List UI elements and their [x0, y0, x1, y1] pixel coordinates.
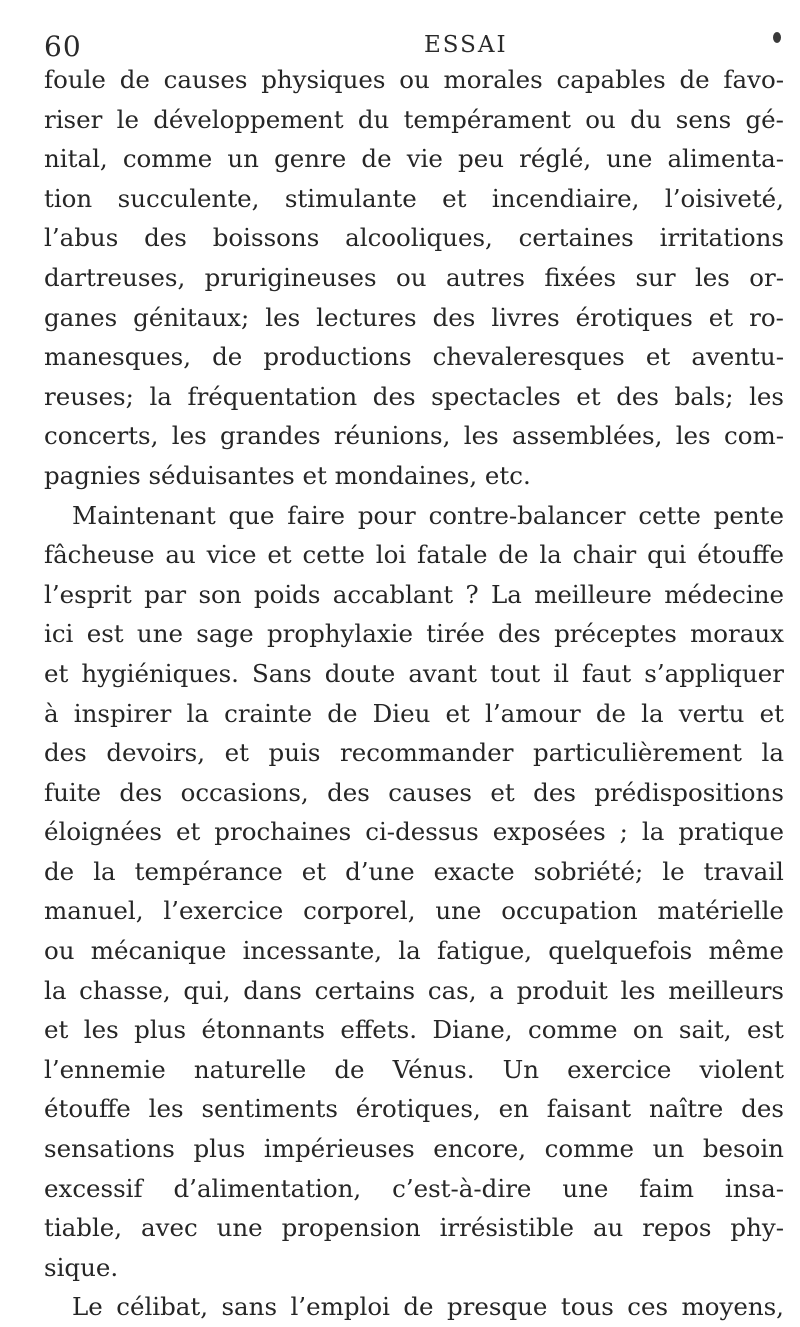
word: de — [334, 1054, 365, 1084]
word: les — [620, 975, 656, 1005]
word: l’oisiveté, — [664, 183, 784, 213]
text-line — [44, 891, 784, 931]
word: de — [44, 856, 75, 886]
word: de — [403, 1292, 434, 1322]
word: la — [44, 975, 67, 1005]
text-line — [44, 852, 784, 892]
word: tion — [44, 183, 93, 213]
word: bals; — [674, 381, 734, 411]
word: la — [186, 698, 209, 728]
text-line — [44, 971, 784, 1011]
word: au — [165, 540, 196, 570]
text-line — [44, 337, 784, 377]
word: tout — [490, 658, 541, 688]
word: c’est-à-dire — [392, 1173, 532, 1203]
word: chair — [572, 540, 637, 570]
word: cette — [302, 540, 365, 570]
text-line — [44, 139, 784, 179]
word: dartreuses, — [44, 262, 186, 292]
word: occupation — [501, 896, 638, 926]
word: irrésistible — [439, 1213, 575, 1243]
word: contre-balancer — [428, 500, 626, 530]
word: et — [301, 856, 327, 886]
paragraph-end-line: pagnies séduisantes et mondaines, etc. — [44, 460, 531, 490]
word: l’amour — [485, 698, 581, 728]
word: et — [224, 738, 249, 768]
word: peu — [458, 144, 504, 174]
word: pratique — [678, 817, 784, 847]
text-line — [44, 812, 784, 852]
word: morales — [443, 65, 543, 94]
word: préceptes — [554, 619, 677, 649]
word: célibat, — [116, 1292, 209, 1322]
word: or- — [749, 262, 784, 292]
word: l’abus — [44, 223, 119, 253]
word: ces — [627, 1292, 669, 1322]
word: naître — [649, 1094, 724, 1124]
word: faut — [581, 658, 632, 688]
word: développement — [153, 104, 344, 134]
word: médecine — [664, 579, 784, 609]
word: concerts, — [44, 421, 159, 451]
word: presque — [447, 1292, 548, 1322]
word: violent — [699, 1054, 784, 1084]
word: tirée — [426, 619, 485, 649]
word: ci-dessus — [365, 817, 479, 847]
word: les — [675, 421, 711, 451]
word: qui, — [183, 975, 231, 1005]
word: éloignées — [44, 817, 162, 847]
word: faisant — [546, 1094, 632, 1124]
word: ganes — [44, 302, 118, 332]
word: de — [679, 65, 710, 94]
word: des — [533, 777, 576, 807]
word: des — [432, 302, 476, 332]
word: insa- — [724, 1173, 784, 1203]
word: des — [616, 381, 659, 411]
word: alimenta- — [667, 144, 784, 174]
word: propension — [281, 1213, 421, 1243]
word: érotiques — [575, 302, 693, 332]
word: sur — [635, 262, 676, 292]
word: occasions, — [180, 777, 309, 807]
word: réglé, — [519, 144, 592, 174]
word: fuite — [44, 777, 102, 807]
word: exacte — [433, 856, 515, 886]
word: ou — [399, 65, 430, 94]
word: prédispositions — [594, 777, 784, 807]
word: tempérament — [403, 104, 571, 134]
word: par — [144, 579, 187, 609]
word: ou — [44, 936, 75, 966]
text-line — [44, 298, 784, 338]
word: tempérance — [134, 856, 283, 886]
word: puis — [268, 738, 321, 768]
text-line — [44, 218, 784, 258]
word: et — [708, 302, 734, 332]
word: Le — [72, 1292, 103, 1322]
word: des — [327, 777, 370, 807]
word: travail — [703, 856, 784, 886]
word: s’appliquer — [644, 658, 784, 688]
word: les — [749, 381, 784, 411]
word: riser — [44, 104, 103, 134]
word: manuel, — [44, 896, 144, 926]
running-head: ESSAI — [424, 32, 508, 58]
word: sans — [221, 1292, 278, 1322]
word: l’emploi — [290, 1292, 390, 1322]
word: alcooliques, — [345, 223, 493, 253]
text-line — [44, 1208, 784, 1248]
word: de — [327, 698, 358, 728]
text-line — [44, 100, 784, 140]
word: fatigue, — [436, 936, 533, 966]
word: lectures — [316, 302, 417, 332]
text-line — [44, 733, 784, 773]
word: spectacles — [431, 381, 561, 411]
word: des — [498, 619, 541, 649]
word: des — [44, 738, 87, 768]
text-line — [44, 694, 784, 734]
word: plus — [193, 1134, 246, 1164]
word: érotiques, — [355, 1094, 481, 1124]
word: chasse, — [79, 975, 171, 1005]
word: genre — [274, 144, 347, 174]
word: au — [592, 1213, 624, 1243]
word: favo- — [723, 65, 784, 94]
word: physiques — [261, 65, 386, 94]
word: réunions, — [333, 421, 451, 451]
word: de — [119, 65, 150, 94]
word: de — [498, 540, 529, 570]
word: particulièrement — [533, 738, 742, 768]
word: tous — [560, 1292, 614, 1322]
word: étouffe — [44, 1094, 131, 1124]
word: ou — [396, 262, 427, 292]
word: boissons — [212, 223, 320, 253]
word: une — [216, 1213, 263, 1243]
word: comme — [122, 144, 213, 174]
word: vie — [406, 144, 443, 174]
word: manesques, — [44, 342, 192, 372]
word: gé- — [745, 104, 784, 134]
word: aventu- — [691, 342, 784, 372]
word: accablant — [332, 579, 454, 609]
word: produit — [516, 975, 608, 1005]
word: grandes — [220, 421, 321, 451]
word: sait, — [678, 1015, 732, 1045]
word: sage — [196, 619, 254, 649]
word: de — [212, 342, 243, 372]
paragraph-start-line — [44, 496, 784, 536]
word: plus — [134, 1015, 187, 1045]
word: ; — [619, 817, 628, 847]
word: la — [93, 856, 116, 886]
word: ou — [585, 104, 616, 134]
text-line — [44, 1050, 784, 1090]
word: une — [562, 1173, 609, 1203]
word: qui — [647, 540, 687, 570]
word: hygiéniques. — [81, 658, 239, 688]
word: prophylaxie — [266, 619, 413, 649]
word: effets. — [340, 1015, 417, 1045]
word: La — [490, 579, 522, 609]
word: une — [136, 619, 183, 649]
word: inspirer — [73, 698, 172, 728]
word: prurigineuses — [204, 262, 377, 292]
word: une — [606, 144, 653, 174]
word: pente — [713, 500, 784, 530]
text-line — [44, 416, 784, 456]
word: d’alimentation, — [173, 1173, 362, 1203]
word: et — [759, 698, 784, 728]
word: nital, — [44, 144, 108, 174]
word: d’une — [345, 856, 415, 886]
word: l’esprit — [44, 579, 132, 609]
word: en — [498, 1094, 529, 1124]
word: vertu — [678, 698, 745, 728]
word: fatale — [417, 540, 488, 570]
paragraph-end-line: sique. — [44, 1252, 119, 1282]
word: le — [662, 856, 685, 886]
word: certains — [314, 975, 416, 1005]
word: et — [267, 540, 292, 570]
word: dans — [243, 975, 302, 1005]
word: moyens, — [681, 1292, 784, 1322]
text-line — [44, 575, 784, 615]
word: encore, — [433, 1134, 527, 1164]
word: ro- — [749, 302, 784, 332]
word: capables — [556, 65, 666, 94]
text-line — [44, 60, 784, 100]
word: la — [761, 738, 784, 768]
word: son — [198, 579, 242, 609]
word: un — [227, 144, 259, 174]
word: faim — [639, 1173, 695, 1203]
word: exposées — [492, 817, 606, 847]
word: moraux — [690, 619, 784, 649]
word: incessante, — [242, 936, 383, 966]
word: tiable, — [44, 1213, 123, 1243]
text-line — [44, 1010, 784, 1050]
word: des — [119, 777, 163, 807]
word: fâcheuse — [44, 540, 155, 570]
word: la — [641, 817, 665, 847]
word: sobriété; — [533, 856, 644, 886]
word: génitaux; — [133, 302, 250, 332]
text-line — [44, 535, 784, 575]
word: Dieu — [372, 698, 431, 728]
word: la — [149, 381, 172, 411]
word: et — [44, 1015, 69, 1045]
word: poids — [253, 579, 321, 609]
word: comme — [528, 1015, 618, 1045]
word: quelquefois — [548, 936, 693, 966]
word: est — [86, 619, 124, 649]
word: fréquentation — [187, 381, 358, 411]
word: exercice — [567, 1054, 672, 1084]
word: des — [144, 223, 187, 253]
word: foule — [44, 65, 106, 94]
word: du — [357, 104, 390, 134]
word: les — [265, 302, 301, 332]
word: Un — [502, 1054, 540, 1084]
word: les — [171, 421, 207, 451]
word: que — [228, 500, 275, 530]
word: fixées — [544, 262, 617, 292]
word: sentiments — [201, 1094, 338, 1124]
word: avant — [408, 658, 477, 688]
word: Vénus. — [392, 1054, 475, 1084]
ink-speck — [773, 32, 781, 43]
word: cas, — [427, 975, 477, 1005]
word: succulente, — [117, 183, 260, 213]
word: devoirs, — [106, 738, 206, 768]
text-line — [44, 377, 784, 417]
word: des — [372, 381, 416, 411]
word: doute — [324, 658, 396, 688]
word: matérielle — [657, 896, 784, 926]
word: et — [490, 777, 515, 807]
body-text — [44, 60, 784, 1327]
text-line — [44, 614, 784, 654]
word: étonnants — [201, 1015, 325, 1045]
word: impérieuses — [263, 1134, 415, 1164]
text-line — [44, 654, 784, 694]
word: les — [83, 1015, 119, 1045]
text-line — [44, 931, 784, 971]
word: autres — [445, 262, 525, 292]
word: on — [632, 1015, 664, 1045]
word: vice — [206, 540, 257, 570]
word: la — [398, 936, 421, 966]
word: la — [539, 540, 562, 570]
word: naturelle — [193, 1054, 307, 1084]
word: meilleurs — [668, 975, 784, 1005]
word: de — [361, 144, 392, 174]
word: loi — [375, 540, 407, 570]
word: assemblées, — [512, 421, 663, 451]
word: Maintenant — [72, 500, 216, 530]
word: des — [741, 1094, 784, 1124]
word: une — [435, 896, 482, 926]
word: mécanique — [90, 936, 227, 966]
word: et — [445, 698, 470, 728]
word: stimulante — [284, 183, 417, 213]
text-line — [44, 773, 784, 813]
word: et — [645, 342, 671, 372]
word: sens — [675, 104, 732, 134]
word: crainte — [224, 698, 313, 728]
word: à — [44, 698, 59, 728]
word: excessif — [44, 1173, 143, 1203]
word: étouffe — [697, 540, 784, 570]
word: causes — [388, 777, 472, 807]
word: avec — [141, 1213, 198, 1243]
word: chevaleresques — [432, 342, 625, 372]
word: ? — [465, 579, 479, 609]
word: et — [442, 183, 467, 213]
word: l’exercice — [163, 896, 284, 926]
text-line — [44, 1129, 784, 1169]
word: reuses; — [44, 381, 134, 411]
word: ici — [44, 619, 74, 649]
paragraph-start-line — [44, 1287, 784, 1327]
word: causes — [163, 65, 248, 94]
word: et — [44, 658, 69, 688]
word: et — [576, 381, 601, 411]
word: faire — [287, 500, 345, 530]
word: repos — [642, 1213, 712, 1243]
word: livres — [491, 302, 560, 332]
word: incendiaire, — [491, 183, 640, 213]
word: et — [175, 817, 201, 847]
word: comme — [544, 1134, 635, 1164]
page-number: 60 — [44, 30, 82, 63]
word: productions — [263, 342, 412, 372]
word: les — [148, 1094, 184, 1124]
word: la — [641, 698, 664, 728]
word: prochaines — [214, 817, 352, 847]
word: le — [116, 104, 139, 134]
word: Sans — [251, 658, 312, 688]
word: sensations — [44, 1134, 175, 1164]
word: il — [553, 658, 569, 688]
word: les — [694, 262, 730, 292]
word: phy- — [730, 1213, 784, 1243]
word: Diane, — [432, 1015, 513, 1045]
text-line — [44, 258, 784, 298]
word: les — [463, 421, 499, 451]
word: recommander — [340, 738, 514, 768]
word: irritations — [659, 223, 784, 253]
word: de — [595, 698, 627, 728]
word: pour — [357, 500, 416, 530]
word: du — [630, 104, 662, 134]
word: a — [489, 975, 504, 1005]
text-line — [44, 1089, 784, 1129]
word: même — [708, 936, 784, 966]
text-line — [44, 1169, 784, 1209]
text-line — [44, 179, 784, 219]
word: besoin — [702, 1134, 784, 1164]
word: l’ennemie — [44, 1054, 166, 1084]
word: certaines — [518, 223, 634, 253]
word: com- — [723, 421, 784, 451]
word: corporel, — [303, 896, 416, 926]
word: un — [652, 1134, 685, 1164]
word: meilleure — [534, 579, 652, 609]
word: est — [746, 1015, 784, 1045]
word: cette — [638, 500, 701, 530]
